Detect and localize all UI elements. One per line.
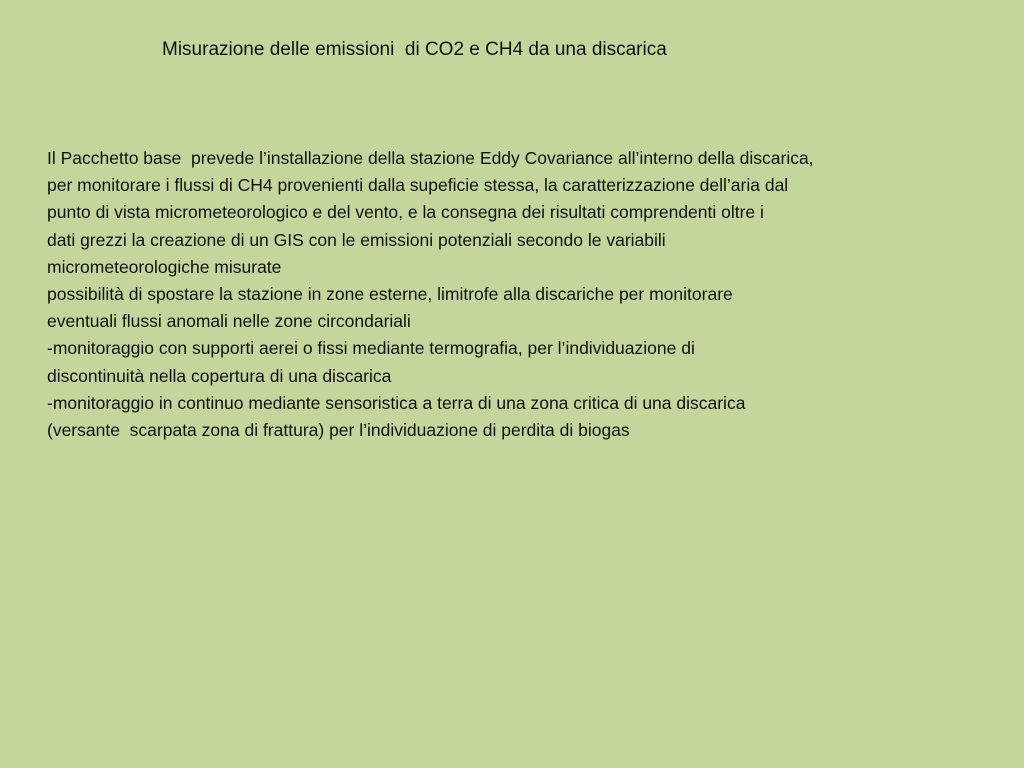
body-line: -monitoraggio in continuo mediante sensoristica a terra di una zona critica di una discarica [47,392,746,413]
body-line: dati grezzi la creazione di un GIS con le emissioni potenziali secondo le variabili [47,229,666,250]
body-line: Il Pacchetto base prevede l’installazione della stazione Eddy Covariance all’interno della discarica, [47,148,814,168]
body-line: possibilità di spostare la stazione in zone esterne, limitrofe alla discariche per monitorare [47,284,733,305]
body-line: discontinuità nella copertura di una discarica [47,365,392,386]
body-line: micrometeorologiche misurate [47,256,282,277]
slide-body-text [47,145,977,444]
body-line: eventuali flussi anomali nelle zone circondariali [47,311,411,332]
slide-title: Misurazione delle emissioni di CO2 e CH4 da una discarica [162,39,667,60]
body-line: (versante scarpata zona di frattura) per l’individuazione di perdita di biogas [47,420,630,441]
body-line: per monitorare i flussi di CH4 provenienti dalla supeficie stessa, la caratterizzazione dell’aria dal [47,175,789,196]
body-line: punto di vista micrometeorologico e del vento, e la consegna dei risultati comprendenti oltre i [47,202,764,223]
body-line: -monitoraggio con supporti aerei o fissi mediante termografia, per l’individuazione di [47,338,695,359]
